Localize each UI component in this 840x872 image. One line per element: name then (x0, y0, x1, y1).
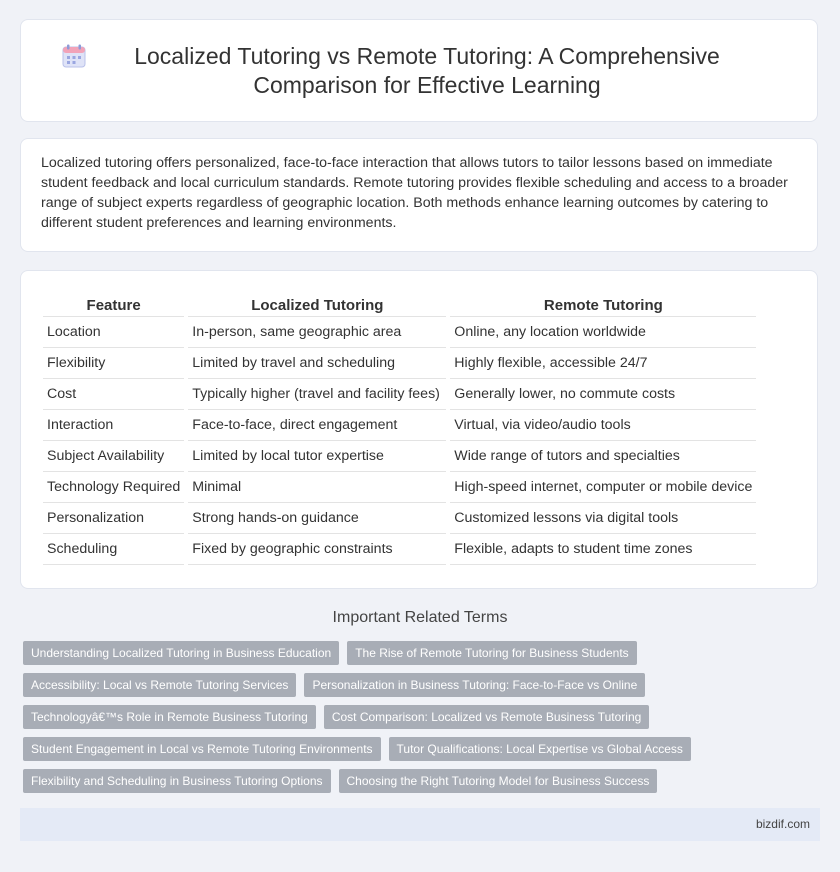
localized-cell: Face-to-face, direct engagement (188, 410, 446, 441)
table-row (43, 441, 756, 472)
table-row (43, 503, 756, 534)
remote-cell: Generally lower, no commute costs (450, 379, 756, 410)
feature-cell: Technology Required (43, 472, 184, 503)
localized-cell: Fixed by geographic constraints (188, 534, 446, 565)
localized-cell: In-person, same geographic area (188, 317, 446, 348)
header-card (20, 19, 818, 122)
intro-paragraph: Localized tutoring offers personalized, face-to-face interaction that allows tutors to tailor lessons based on immediate student feedback and local curriculum standards. Remote tutoring provides flexible scheduling and access to a broader range of subject experts regardless of geographic location. Both methods enhance learning outcomes by catering to different student preferences and learning environments. (41, 155, 788, 231)
feature-cell: Flexibility (43, 348, 184, 379)
feature-cell: Personalization (43, 503, 184, 534)
related-term-tag[interactable]: Student Engagement in Local vs Remote Tutoring Environments (23, 737, 381, 761)
column-header-feature: Feature (43, 291, 184, 317)
table-header-row (43, 291, 756, 317)
column-header-remote: Remote Tutoring (450, 291, 756, 317)
feature-cell: Cost (43, 379, 184, 410)
feature-cell: Subject Availability (43, 441, 184, 472)
remote-cell: Highly flexible, accessible 24/7 (450, 348, 756, 379)
comparison-table (39, 291, 760, 565)
related-term-tag[interactable]: Technologyâ€™s Role in Remote Business Tutoring (23, 705, 316, 729)
intro-card (20, 138, 818, 252)
related-terms-list (23, 641, 823, 801)
related-term-tag[interactable]: The Rise of Remote Tutoring for Business Students (347, 641, 636, 665)
related-term-tag[interactable]: Accessibility: Local vs Remote Tutoring Services (23, 673, 296, 697)
table-row (43, 317, 756, 348)
related-terms-row (23, 769, 823, 793)
table-row (43, 472, 756, 503)
remote-cell: Online, any location worldwide (450, 317, 756, 348)
remote-cell: Wide range of tutors and specialties (450, 441, 756, 472)
related-term-tag[interactable]: Understanding Localized Tutoring in Business Education (23, 641, 339, 665)
comparison-table-card (20, 270, 818, 589)
related-terms-row (23, 641, 823, 665)
localized-cell: Limited by local tutor expertise (188, 441, 446, 472)
localized-cell: Minimal (188, 472, 446, 503)
related-term-tag[interactable]: Choosing the Right Tutoring Model for Business Success (339, 769, 658, 793)
page-title: Localized Tutoring vs Remote Tutoring: A Comprehensive Comparison for Effective Learning (134, 42, 720, 98)
localized-cell: Strong hands-on guidance (188, 503, 446, 534)
remote-cell: High-speed internet, computer or mobile device (450, 472, 756, 503)
remote-cell: Flexible, adapts to student time zones (450, 534, 756, 565)
table-row (43, 534, 756, 565)
related-term-tag[interactable]: Tutor Qualifications: Local Expertise vs Global Access (389, 737, 691, 761)
related-term-tag[interactable]: Cost Comparison: Localized vs Remote Business Tutoring (324, 705, 649, 729)
related-term-tag[interactable]: Flexibility and Scheduling in Business Tutoring Options (23, 769, 331, 793)
column-header-localized: Localized Tutoring (188, 291, 446, 317)
related-terms-title: Important Related Terms (332, 609, 508, 626)
localized-cell: Limited by travel and scheduling (188, 348, 446, 379)
related-terms-row (23, 673, 823, 697)
table-row (43, 379, 756, 410)
calendar-icon (91, 55, 107, 86)
related-term-tag[interactable]: Personalization in Business Tutoring: Face-to-Face vs Online (304, 673, 645, 697)
feature-cell: Location (43, 317, 184, 348)
footer (20, 808, 820, 841)
footer-site-link[interactable]: bizdif.com (755, 817, 810, 831)
related-terms-row (23, 737, 823, 761)
remote-cell: Virtual, via video/audio tools (450, 410, 756, 441)
feature-cell: Scheduling (43, 534, 184, 565)
remote-cell: Customized lessons via digital tools (450, 503, 756, 534)
table-row (43, 410, 756, 441)
related-terms-row (23, 705, 823, 729)
table-row (43, 348, 756, 379)
localized-cell: Typically higher (travel and facility fees) (188, 379, 446, 410)
feature-cell: Interaction (43, 410, 184, 441)
